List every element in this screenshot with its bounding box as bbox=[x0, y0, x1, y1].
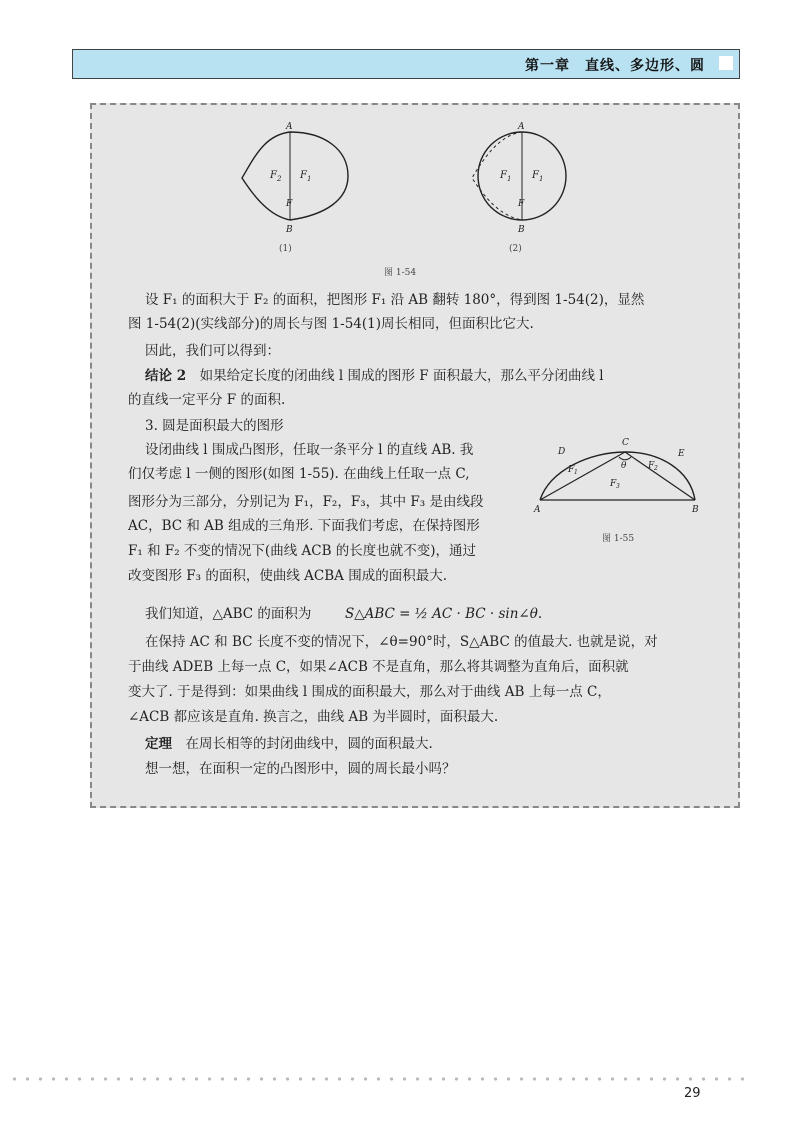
paragraph-4-line-4: ∠ACB 都应该是直角. 换言之，曲线 AB 为半圆时，面积最大. bbox=[128, 709, 499, 725]
figure-1-54-sub2-caption: (2) bbox=[509, 244, 522, 254]
label-f1-left-sub: 1 bbox=[507, 175, 512, 183]
section-3-line-4: AC，BC 和 AB 组成的三角形. 下面我们考虑，在保持图形 bbox=[128, 518, 480, 534]
area-formula: S△ABC = ½ AC · BC · sin∠θ. bbox=[345, 606, 543, 622]
label-a: A bbox=[534, 505, 541, 515]
label-d: D bbox=[558, 447, 566, 457]
paragraph-1-line-2: 图 1-54(2)(实线部分)的周长与图 1-54(1)周长相同，但面积比它大. bbox=[128, 316, 534, 332]
label-e: E bbox=[678, 449, 685, 459]
paragraph-4-line-1: 在保持 AC 和 BC 长度不变的情况下，∠θ=90°时，S△ABC 的值最大. 也就是说，对 bbox=[145, 634, 658, 650]
section-3-line-5: F₁ 和 F₂ 不变的情况下(曲线 ACB 的长度也就不变)，通过 bbox=[128, 543, 477, 559]
section-3-heading: 3. 圆是面积最大的图形 bbox=[145, 418, 284, 434]
label-f2: F bbox=[648, 461, 655, 471]
paragraph-2: 因此，我们可以得到： bbox=[145, 343, 280, 359]
label-f3-sub: 3 bbox=[616, 483, 620, 490]
label-f2-sub: 2 bbox=[277, 175, 282, 183]
section-3-line-6: 改变图形 F₃ 的面积，使曲线 ACBA 围成的面积最大. bbox=[128, 568, 447, 584]
label-f1-right-sub: 1 bbox=[539, 175, 544, 183]
figure-1-54-1-outline bbox=[242, 132, 348, 220]
figure-1-54-caption: 图 1-54 bbox=[384, 268, 417, 278]
page-number: 29 bbox=[684, 1086, 701, 1101]
conclusion-line-1 bbox=[145, 364, 604, 388]
label-c: C bbox=[622, 438, 629, 448]
think-question: 想一想，在面积一定的凸图形中，圆的周长最小吗？ bbox=[145, 761, 456, 777]
label-f: F bbox=[518, 199, 525, 209]
label-f1-sub: 1 bbox=[574, 469, 578, 476]
figure-1-55-semicircle bbox=[540, 452, 695, 500]
section-3-line-2: 们仅考虑 l 一侧的图形(如图 1-55). 在曲线上任取一点 C, bbox=[128, 466, 470, 482]
figure-1-55-caption: 图 1-55 bbox=[602, 534, 635, 544]
section-3-line-1: 设闭曲线 l 围成凸图形，任取一条平分 l 的直线 AB. 我 bbox=[145, 442, 474, 458]
label-f1-right: F bbox=[532, 170, 539, 181]
figure-1-55 bbox=[530, 432, 705, 517]
paragraph-1-line-1: 设 F₁ 的面积大于 F₂ 的面积，把图形 F₁ 沿 AB 翻转 180°，得到图 1-54(2)，显然 bbox=[145, 292, 645, 308]
conclusion-line-2: 的直线一定平分 F 的面积. bbox=[128, 392, 286, 408]
theorem-line bbox=[145, 732, 433, 756]
label-f1-left: F bbox=[500, 170, 507, 181]
footer-dotted-line bbox=[8, 1077, 750, 1081]
label-f1: F bbox=[568, 465, 575, 475]
label-b: B bbox=[692, 505, 699, 515]
chapter-header-bar bbox=[72, 49, 740, 79]
label-f2: F bbox=[270, 170, 277, 181]
formula-intro: 我们知道，△ABC 的面积为 bbox=[145, 606, 312, 622]
theorem-label: 定理 bbox=[145, 736, 172, 752]
chapter-title: 第一章 直线、多边形、圆 bbox=[525, 58, 705, 74]
label-f2-sub: 2 bbox=[654, 465, 658, 472]
label-f1: F bbox=[300, 170, 307, 181]
label-f: F bbox=[286, 199, 293, 209]
header-square-decoration bbox=[719, 56, 733, 70]
figure-1-54-2-dashed-original bbox=[472, 132, 522, 220]
label-b: B bbox=[286, 225, 293, 235]
label-a: A bbox=[286, 122, 293, 132]
theorem-text: 在周长相等的封闭曲线中，圆的面积最大. bbox=[172, 736, 433, 752]
conclusion-text-1: 如果给定长度的闭曲线 l 围成的图形 F 面积最大，那么平分闭曲线 l bbox=[186, 368, 604, 384]
figure-1-55-angle-arc bbox=[619, 457, 631, 460]
label-theta: θ bbox=[621, 461, 627, 471]
label-a: A bbox=[518, 122, 525, 132]
figure-1-55-line-ac bbox=[540, 452, 625, 500]
paragraph-4-line-3: 变大了. 于是得到：如果曲线 l 围成的面积最大，那么对于曲线 AB 上每一点 C， bbox=[128, 684, 611, 700]
figure-1-54-sub1-caption: (1) bbox=[279, 244, 292, 254]
label-b: B bbox=[518, 225, 525, 235]
figure-1-54-part1 bbox=[230, 120, 360, 235]
figure-1-54-part2 bbox=[460, 120, 590, 235]
label-f3: F bbox=[610, 479, 617, 489]
label-f1-sub: 1 bbox=[307, 175, 312, 183]
conclusion-label: 结论 2 bbox=[145, 368, 187, 384]
paragraph-4-line-2: 于曲线 ADEB 上每一点 C，如果∠ACB 不是直角，那么将其调整为直角后，面积就 bbox=[128, 659, 629, 675]
section-3-line-3: 图形分为三部分，分别记为 F₁，F₂，F₃，其中 F₃ 是由线段 bbox=[128, 494, 484, 510]
